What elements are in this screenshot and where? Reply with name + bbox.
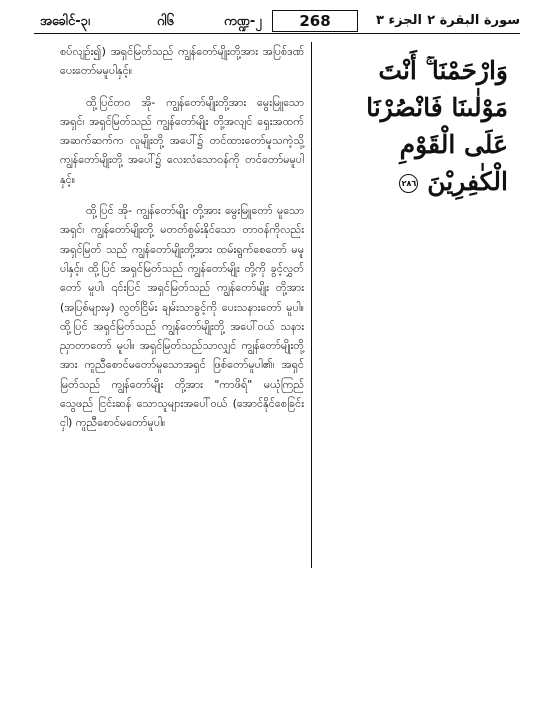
verse-range-label: ကဏ္ဍ-၂: [224, 14, 262, 29]
juz-label: الجزء ٣: [376, 13, 422, 28]
arabic-verse-text: وَارْحَمْنَا ۚ أَنْتَ مَوْلٰىنَا فَانْصُرْنَا عَلَى الْقَوْمِ الْكٰفِرِيْنَ: [366, 56, 508, 196]
header-rule: [34, 33, 520, 34]
chapter-label: ဂါ၆: [157, 14, 174, 29]
page-header: [34, 10, 520, 32]
translation-paragraph-1: စပ်လျဉ်း၍) အရှင်မြတ်သည် ကျွန်တော်မျိုးတို့အား အပြစ်ဒဏ်ပေးတော်မမူပါနှင့်။: [60, 45, 304, 78]
ayah-number-marker: ٢٨٦: [399, 174, 418, 193]
arabic-verse: [322, 52, 508, 200]
translation-paragraph-3: ထို့ပြင် အို- ကျွန်တော်မျိုး တို့အား မွေးမြူတော် မူသောအရှင်၊ ကျွန်တော်မျိုးတို့ မတတ်စွမ်းနိုင်သော တာဝန်ကိုလည်း အရှင်မြတ် သည် ကျွန်တော်မျိုးတို့အား ထမ်းရွက်စေတော် မမူပါနှင့်။ ထို့ပြင် အရှင်မြတ်သည် ကျွန်တော်မျိုး တို့ကို ခွင့်လွှတ်တော် မူပါ၊ ၎င်းပြင် အရှင်မြတ်သည် ကျွန်တော်မျိုး တို့အား (အပြစ်များမှ) လွတ်ငြိမ်း ချမ်းသာခွင့်ကို ပေးသနားတော် မူပါ။ ထို့ပြင် အရှင်မြတ်သည် ကျွန်တော်မျိုးတို့ အပေါ်ဝယ် သနားညှာတာတော် မူပါ။ အရှင်မြတ်သည်သာလျှင် ကျွန်တော်မျိုးတို့အား ကူညီစောင်မတော်မူသောအရှင် ဖြစ်တော်မူပါ၏၊ အရှင်မြတ်သည် ကျွန်တော်မျိုး တို့အား "ကာဖိရ်" မယုံကြည် သွေဖည် ငြင်းဆန် သောသူများအပေါ်ဝယ် (အောင်နိုင်စေခြင်းငှါ) ကူညီစောင်မတော်မူပါ။: [60, 204, 304, 430]
surah-label: سورة البقرة ٢: [427, 13, 520, 28]
translation-column: [60, 42, 304, 445]
column-divider: [311, 42, 312, 568]
page-number: 268: [272, 10, 358, 32]
section-label: အခေါင်-၃၊: [40, 14, 91, 29]
translation-paragraph-2: ထို့ပြင်တဝ အို- ကျွန်တော်မျိုးတို့အား မွေးမြူသောအရှင်၊ အရှင်မြတ်သည် ကျွန်တော်မျိုး တို့အလျင် ရှေးအထက်အဆက်ဆက်က လူမျိုးတို့ အပေါ်၌ တင်ထားတော်မူသကဲ့သို့ ကျွန်တော်မျိုးတို့ အပေါ်၌ လေးလံသောဝန်ကို တင်တော်မမူပါနှင့်။: [60, 95, 304, 186]
